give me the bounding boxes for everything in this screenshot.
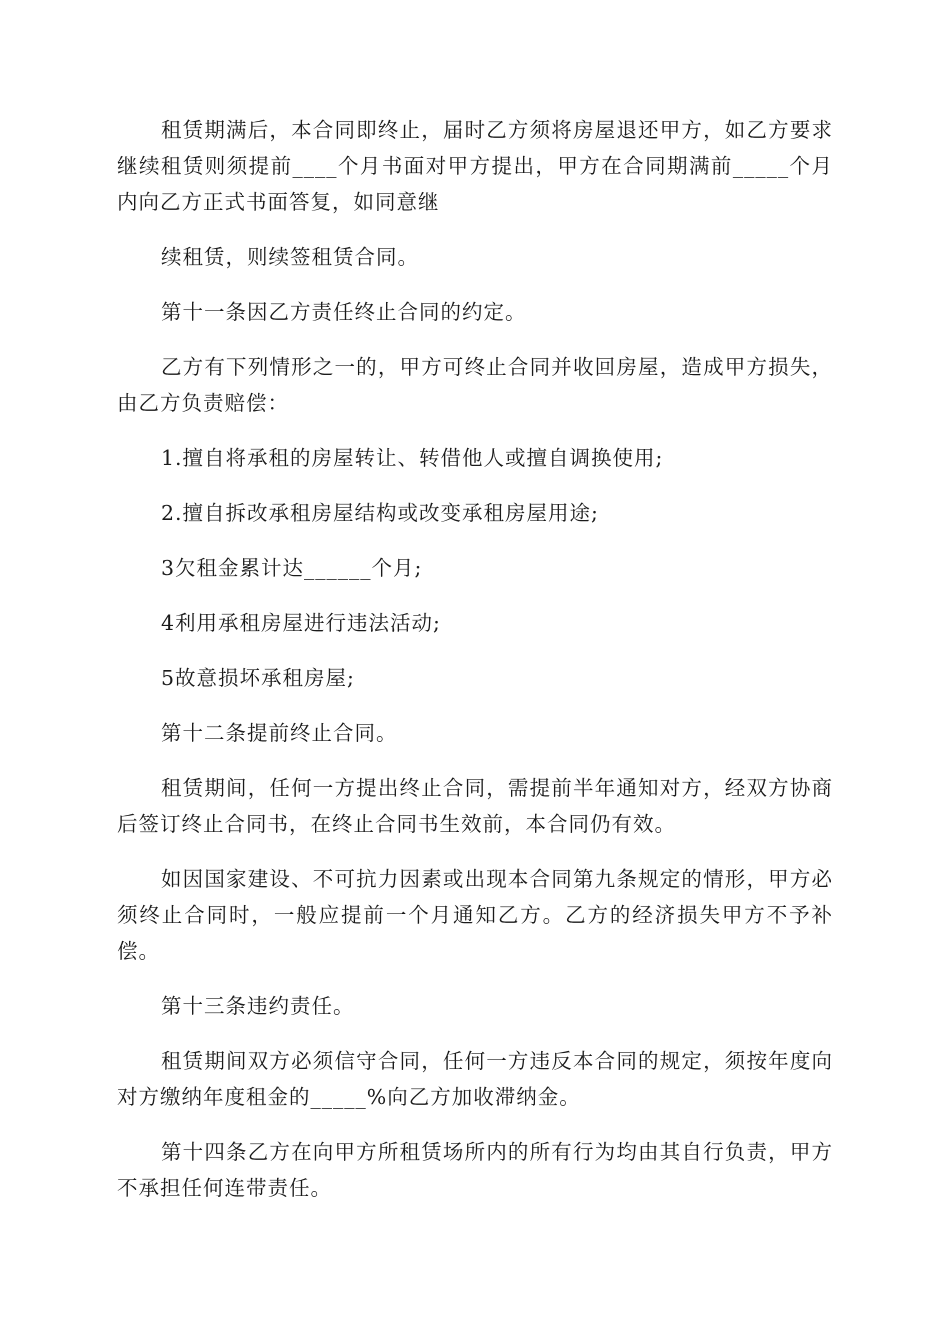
article-12-heading: 第十二条提前终止合同。: [161, 721, 398, 745]
list-item-1: 1.擅自将承租的房屋转让、转借他人或擅自调换使用;: [161, 446, 664, 470]
article-13-heading: 第十三条违约责任。: [161, 994, 355, 1018]
paragraph-renewal-terms: 租赁期满后，本合同即终止，届时乙方须将房屋退还甲方，如乙方要求继续租赁则须提前____个月书面对甲方提出，甲方在合同期满前_____个月内向乙方正式书面答复，如同意继: [117, 118, 833, 214]
paragraph-renewal-continued: 续租赁，则续签租赁合同。: [161, 245, 419, 269]
article-14-paragraph: 第十四条乙方在向甲方所租赁场所内的所有行为均由其自行负责，甲方不承担任何连带责任。: [117, 1140, 833, 1200]
paragraph-state-construction: 如因国家建设、不可抗力因素或出现本合同第九条规定的情形，甲方必须终止合同时，一般应提前一个月通知乙方。乙方的经济损失甲方不予补偿。: [117, 867, 833, 963]
paragraph-termination-conditions: 乙方有下列情形之一的，甲方可终止合同并收回房屋，造成甲方损失，由乙方负责赔偿：: [117, 355, 833, 415]
list-item-3: 3欠租金累计达______个月;: [161, 556, 423, 580]
list-item-2: 2.擅自拆改承租房屋结构或改变承租房屋用途;: [161, 501, 599, 525]
article-11-heading: 第十一条因乙方责任终止合同的约定。: [161, 300, 527, 324]
list-item-4: 4利用承租房屋进行违法活动;: [161, 611, 441, 635]
list-item-5: 5故意损坏承租房屋;: [161, 666, 355, 690]
paragraph-early-termination: 租赁期间，任何一方提出终止合同，需提前半年通知对方，经双方协商后签订终止合同书，在终止合同书生效前，本合同仍有效。: [117, 776, 833, 836]
document-body: [117, 112, 833, 1206]
paragraph-breach-liability: 租赁期间双方必须信守合同，任何一方违反本合同的规定，须按年度向对方缴纳年度租金的_____%向乙方加收滞纳金。: [117, 1049, 833, 1109]
